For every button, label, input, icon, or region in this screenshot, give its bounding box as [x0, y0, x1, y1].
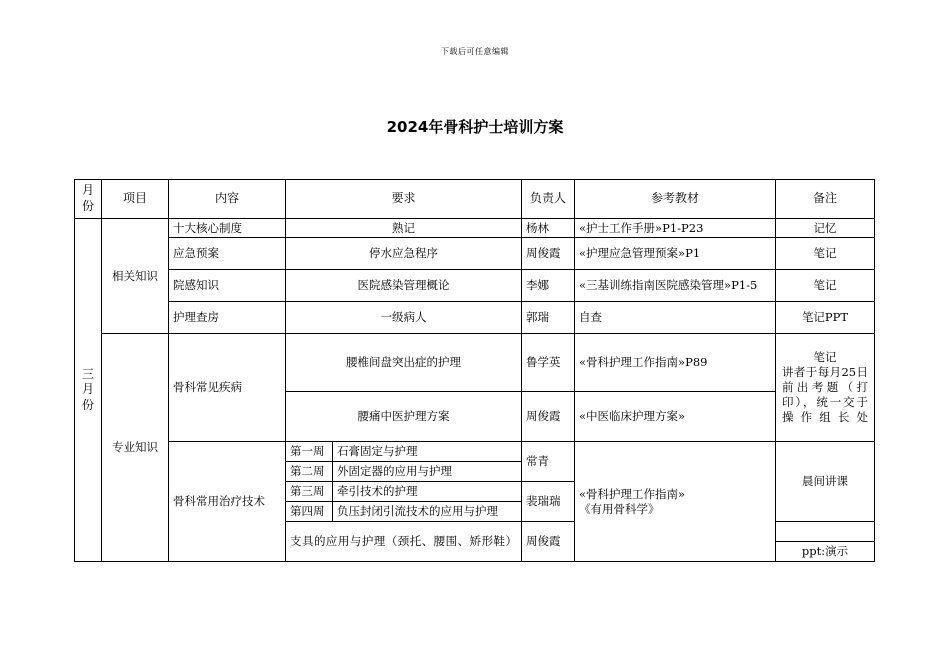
requirement-cell: 腰痛中医护理方案	[286, 392, 522, 442]
document-title: 2024年骨科护士培训方案	[386, 118, 564, 136]
material-cell	[575, 442, 776, 562]
owner-cell: 杨林	[522, 219, 575, 238]
week-cell: 第三周	[286, 482, 333, 502]
col-material-header: 参考教材	[575, 180, 776, 219]
material-line: 《有用骨科学》	[579, 501, 660, 516]
col-content-header: 内容	[169, 180, 286, 219]
note-cell: 晨间讲课	[776, 442, 875, 522]
material-cell: «护士工作手册»P1-P23	[575, 219, 776, 238]
requirement-cell: 一级病人	[286, 302, 522, 334]
table-row	[75, 334, 875, 392]
owner-cell: 周俊霞	[522, 392, 575, 442]
header-note: 下载后可任意编辑	[441, 47, 509, 56]
col-item-header: 项目	[102, 180, 169, 219]
note-spacer	[776, 522, 875, 532]
note-body: 讲者于每月25日前出考题（打印），统一交于操作组长处	[782, 365, 869, 424]
week-cell: 第四周	[286, 502, 333, 522]
note-cell: 笔记	[776, 270, 875, 302]
week-cell: 第二周	[286, 462, 333, 482]
material-cell: «护理应急管理预案»P1	[575, 238, 776, 270]
col-requirement-header: 要求	[286, 180, 522, 219]
header-row	[75, 180, 875, 219]
note-cell: ppt:演示	[776, 542, 875, 562]
training-plan-table	[74, 179, 875, 562]
content-cell: 护理查房	[169, 302, 286, 334]
note-spacer	[776, 532, 875, 542]
note-cell	[776, 334, 875, 442]
content-cell: 十大核心制度	[169, 219, 286, 238]
note-cell: 记忆	[776, 219, 875, 238]
table-row	[75, 238, 875, 270]
requirement-cell: 停水应急程序	[286, 238, 522, 270]
week-cell: 第一周	[286, 442, 333, 462]
material-line: «骨科护理工作指南»	[579, 486, 686, 501]
material-cell: 自查	[575, 302, 776, 334]
topic-cell: 支具的应用与护理（颈托、腰围、矫形鞋）	[286, 522, 522, 562]
topic-cell: 外固定器的应用与护理	[333, 462, 522, 482]
owner-cell: 郭瑞	[522, 302, 575, 334]
owner-cell: 周俊霞	[522, 522, 575, 562]
topic-cell: 石膏固定与护理	[333, 442, 522, 462]
col-note-header: 备注	[776, 180, 875, 219]
month-cell: 三月份	[75, 219, 102, 562]
col-owner-header: 负责人	[522, 180, 575, 219]
material-cell: «中医临床护理方案»	[575, 392, 776, 442]
topic-cell: 牵引技术的护理	[333, 482, 522, 502]
content-cell: 骨科常用治疗技术	[169, 442, 286, 562]
note-cell: 笔记PPT	[776, 302, 875, 334]
content-cell: 应急预案	[169, 238, 286, 270]
owner-cell: 李娜	[522, 270, 575, 302]
requirement-cell: 腰椎间盘突出症的护理	[286, 334, 522, 392]
col-month-header: 月份	[75, 180, 102, 219]
requirement-cell: 熟记	[286, 219, 522, 238]
owner-cell: 常青	[522, 442, 575, 482]
group-related-knowledge: 相关知识	[102, 219, 169, 334]
material-cell: «骨科护理工作指南»P89	[575, 334, 776, 392]
table-row	[75, 219, 875, 238]
table-row	[75, 442, 875, 462]
content-cell: 骨科常见疾病	[169, 334, 286, 442]
owner-cell: 裴瑞瑞	[522, 482, 575, 522]
group-specialty-knowledge: 专业知识	[102, 334, 169, 562]
table-row	[75, 302, 875, 334]
table-row	[75, 270, 875, 302]
material-cell: «三基训练指南医院感染管理»P1-5	[575, 270, 776, 302]
topic-cell: 负压封闭引流技术的应用与护理	[333, 502, 522, 522]
requirement-cell: 医院感染管理概论	[286, 270, 522, 302]
note-cell: 笔记	[776, 238, 875, 270]
content-cell: 院感知识	[169, 270, 286, 302]
owner-cell: 周俊霞	[522, 238, 575, 270]
note-title: 笔记	[813, 350, 837, 365]
owner-cell: 鲁学英	[522, 334, 575, 392]
